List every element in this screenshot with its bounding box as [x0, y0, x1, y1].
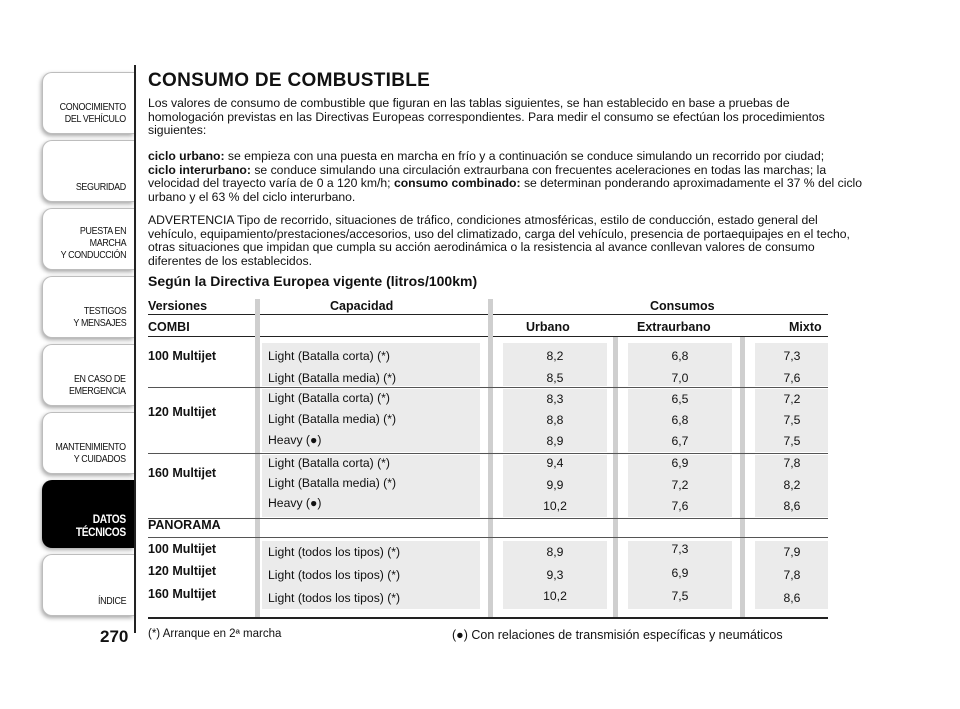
sidebar-divider [134, 65, 136, 633]
capacity-cell: Light (Batalla corta) (*) [268, 391, 390, 405]
capacity-cell: Light (Batalla corta) (*) [268, 349, 390, 363]
cycles-paragraph [148, 150, 868, 204]
group-rule [148, 537, 828, 538]
header-versions: Versiones [148, 299, 208, 313]
capacity-cell: Heavy (●) [268, 496, 322, 510]
mixed-cell: 7,8 [783, 568, 801, 582]
header-capacity: Capacidad [330, 299, 394, 313]
sidebar-tab-label: ÍNDICE [97, 595, 126, 607]
footnote-bullet: (●) Con relaciones de transmisión específicas y neumáticos [452, 628, 783, 642]
urban-cell: 8,3 [546, 392, 564, 406]
sidebar-tab-puesta-en-marcha[interactable] [42, 208, 134, 270]
mixed-cell: 8,6 [783, 591, 801, 605]
group-rule [148, 518, 828, 519]
page-number: 270 [100, 627, 129, 646]
extra-cell: 7,0 [671, 371, 689, 385]
group-rule [148, 453, 828, 454]
column-separator [613, 337, 618, 617]
header-mixed: Mixto [789, 320, 822, 334]
mixed-cell: 7,9 [783, 545, 801, 559]
sidebar-tab-mantenimiento[interactable] [42, 412, 134, 474]
header-urban: Urbano [526, 320, 570, 334]
section-panorama: PANORAMA [148, 518, 221, 532]
section-combi: COMBI [148, 320, 190, 334]
version-label: 160 Multijet [148, 587, 217, 601]
extra-cell: 7,2 [671, 478, 689, 492]
footnote-asterisk: (*) Arranque en 2ª marcha [148, 628, 282, 640]
sidebar-tab-label: CONOCIMIENTO DEL VEHÍCULO [59, 101, 126, 125]
capacity-cell: Light (todos los tipos) (*) [268, 591, 401, 605]
combined-text: se determinan ponderando aproximadamente el 37 % del ciclo urbano y el 63 % del ciclo interurbano. [148, 176, 863, 204]
version-label: 120 Multijet [148, 405, 217, 419]
group-rule [148, 387, 828, 388]
sidebar-tab-label: TESTIGOS Y MENSAJES [73, 305, 126, 329]
sidebar-tab-label: DATOS TÉCNICOS [76, 512, 126, 539]
mixed-cell: 7,3 [783, 349, 801, 363]
sidebar-tab-datos-tecnicos[interactable] [42, 480, 134, 548]
extra-cell: 6,7 [671, 434, 689, 448]
extra-cell: 7,5 [671, 589, 689, 603]
extra-cell: 6,9 [671, 456, 689, 470]
sidebar-tab-label: SEGURIDAD [75, 181, 126, 193]
version-label: 100 Multijet [148, 349, 217, 363]
mixed-cell: 8,6 [783, 499, 801, 513]
extra-cell: 7,6 [671, 499, 689, 513]
extra-cell: 6,8 [671, 349, 689, 363]
sidebar-tab-indice[interactable] [42, 554, 134, 616]
page-title: CONSUMO DE COMBUSTIBLE [148, 70, 431, 91]
urban-cell: 10,2 [543, 589, 567, 603]
sidebar-tab-label: PUESTA EN MARCHA Y CONDUCCIÓN [60, 225, 126, 261]
intro-paragraph: Los valores de consumo de combustible que figuran en las tablas siguientes, se han establecido en base a pruebas de homologación previstas en las Directivas Europeas correspondientes. Para medir el consumo se efectúan los procedimientos siguientes: [148, 96, 825, 138]
header-extra: Extraurbano [637, 320, 711, 334]
mixed-cell: 7,8 [783, 456, 801, 470]
sidebar-tab-seguridad[interactable] [42, 140, 134, 202]
capacity-cell: Light (todos los tipos) (*) [268, 568, 401, 582]
capacity-cell: Light (Batalla media) (*) [268, 476, 397, 490]
urban-cycle-label: ciclo urbano: [148, 149, 225, 163]
mixed-cell: 7,6 [783, 371, 801, 385]
capacity-cell: Light (Batalla media) (*) [268, 371, 397, 385]
mixed-cell: 7,2 [783, 392, 801, 406]
column-separator [740, 337, 745, 617]
urban-cycle-text: se empieza con una puesta en marcha en frío y a continuación se conduce simulando un recorrido por ciudad; [224, 149, 825, 163]
sidebar-tab-label: EN CASO DE EMERGENCIA [69, 373, 126, 397]
mixed-cell: 7,5 [783, 413, 801, 427]
sidebar-tab-emergencia[interactable] [42, 344, 134, 406]
extra-cell: 6,9 [671, 566, 689, 580]
version-label: 120 Multijet [148, 564, 217, 578]
urban-cell: 8,9 [546, 545, 564, 559]
combined-label: consumo combinado: [393, 176, 521, 191]
extra-cycle-text: se conduce simulando una circulación extraurbana con frecuentes aceleraciones en todas las marchas; la velocidad del trayecto varía de 0 a 120 km/h; [148, 162, 827, 191]
urban-cell: 9,3 [546, 568, 564, 582]
capacity-cell: Heavy (●) [268, 433, 322, 447]
column-separator [488, 299, 493, 617]
extra-cell: 6,8 [671, 413, 689, 427]
capacity-cell: Light (Batalla corta) (*) [268, 456, 390, 470]
capacity-cell: Light (todos los tipos) (*) [268, 545, 401, 559]
table-bottom-rule [148, 617, 828, 619]
urban-cell: 8,9 [546, 434, 564, 448]
urban-cell: 10,2 [543, 499, 567, 513]
header-consumption: Consumos [650, 299, 715, 313]
urban-cell: 9,4 [546, 456, 564, 470]
sidebar-tab-conocimiento[interactable] [42, 72, 134, 134]
mixed-cell: 7,5 [783, 434, 801, 448]
warning-paragraph: ADVERTENCIA Tipo de recorrido, situaciones de tráfico, condiciones atmosféricas, estilo de conducción, estado general del vehículo, equipamiento/prestaciones/accesorios, uso del climatizado, carga del vehículo, presencia de portaequipajes en el techo, otras situaciones que impidan que cumpla su acción aerodinámica o la resistencia al avance conllevan valores de consumo diferentes de los establecidos. [148, 213, 850, 268]
urban-cell: 8,8 [546, 413, 564, 427]
urban-cell: 8,5 [546, 371, 564, 385]
mixed-cell: 8,2 [783, 478, 801, 492]
urban-cell: 8,2 [546, 349, 564, 363]
version-label: 100 Multijet [148, 542, 217, 556]
capacity-cell: Light (Batalla media) (*) [268, 412, 397, 426]
column-separator [255, 299, 260, 617]
table-title: Según la Directiva Europea vigente (litros/100km) [148, 273, 478, 289]
sidebar-tab-testigos[interactable] [42, 276, 134, 338]
version-label: 160 Multijet [148, 466, 217, 480]
extra-cell: 6,5 [671, 392, 689, 406]
extra-cell: 7,3 [671, 542, 689, 556]
urban-cell: 9,9 [546, 478, 564, 492]
sidebar-tab-label: MANTENIMIENTO Y CUIDADOS [55, 441, 126, 465]
extra-cycle-label: ciclo interurbano: [148, 162, 251, 177]
